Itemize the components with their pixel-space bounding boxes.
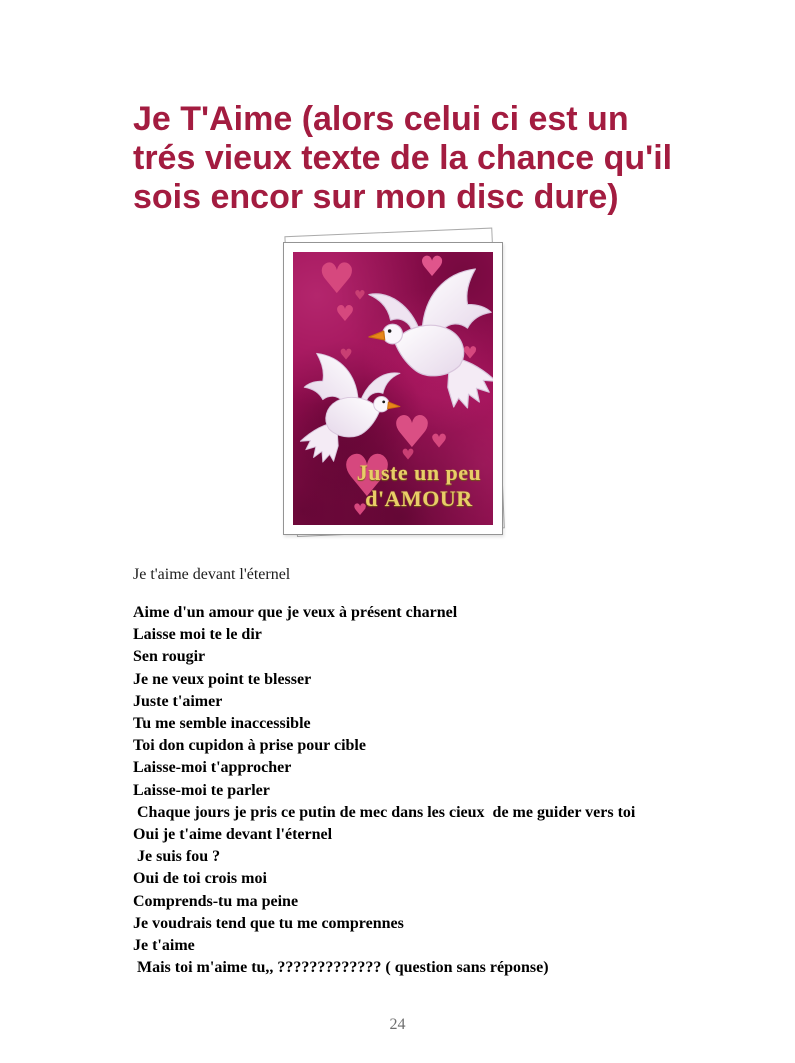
poem-line: Tu me semble inaccessible <box>133 715 311 733</box>
card-caption-line1: Juste un peu <box>356 460 482 485</box>
valentine-card-image <box>283 242 503 535</box>
poem-line: Mais toi m'aime tu,, ????????????? ( question sans réponse) <box>133 959 549 977</box>
page-title-line: trés vieux texte de la chance qu'il <box>133 139 673 177</box>
page-title-line: sois encor sur mon disc dure) <box>133 178 619 216</box>
poem-line: Juste t'aimer <box>133 692 223 710</box>
poem-line: Comprends-tu ma peine <box>133 892 299 910</box>
card-front-sheet <box>283 242 503 535</box>
poem-line: Oui je t'aime devant l'éternel <box>133 826 333 844</box>
poem-line: Laisse moi te le dir <box>133 626 262 644</box>
card-caption-line2: d'AMOUR <box>365 486 473 511</box>
poem-line: Toi don cupidon à prise pour cible <box>133 737 366 755</box>
page-number: 24 <box>389 1016 406 1033</box>
poem-line: Sen rougir <box>133 648 206 666</box>
poem-line: Aime d'un amour que je veux à présent charnel <box>133 604 458 621</box>
poem-line: Laisse-moi t'approcher <box>133 759 292 777</box>
poem-body <box>133 602 753 979</box>
page-title <box>133 100 703 217</box>
poem-line: Laisse-moi te parler <box>133 781 270 799</box>
poem-line: Chaque jours je pris ce putin de mec dans les cieux de me guider vers toi <box>133 803 636 821</box>
poem-line: Je voudrais tend que tu me comprennes <box>133 914 404 932</box>
poem-line: Je t'aime <box>133 937 195 955</box>
poem-intro: Je t'aime devant l'éternel <box>133 566 291 583</box>
poem-line: Je ne veux point te blesser <box>133 670 312 688</box>
heart-icon <box>430 433 447 452</box>
page-title-line: Je T'Aime (alors celui ci est un <box>133 100 629 138</box>
heart-icon <box>318 258 356 300</box>
card-artwork <box>293 252 493 525</box>
poem-line: Je suis fou ? <box>133 848 221 866</box>
dove-icon <box>295 342 403 468</box>
heart-icon <box>335 304 355 326</box>
card-caption <box>345 460 493 512</box>
poem-line: Oui de toi crois moi <box>133 870 267 888</box>
